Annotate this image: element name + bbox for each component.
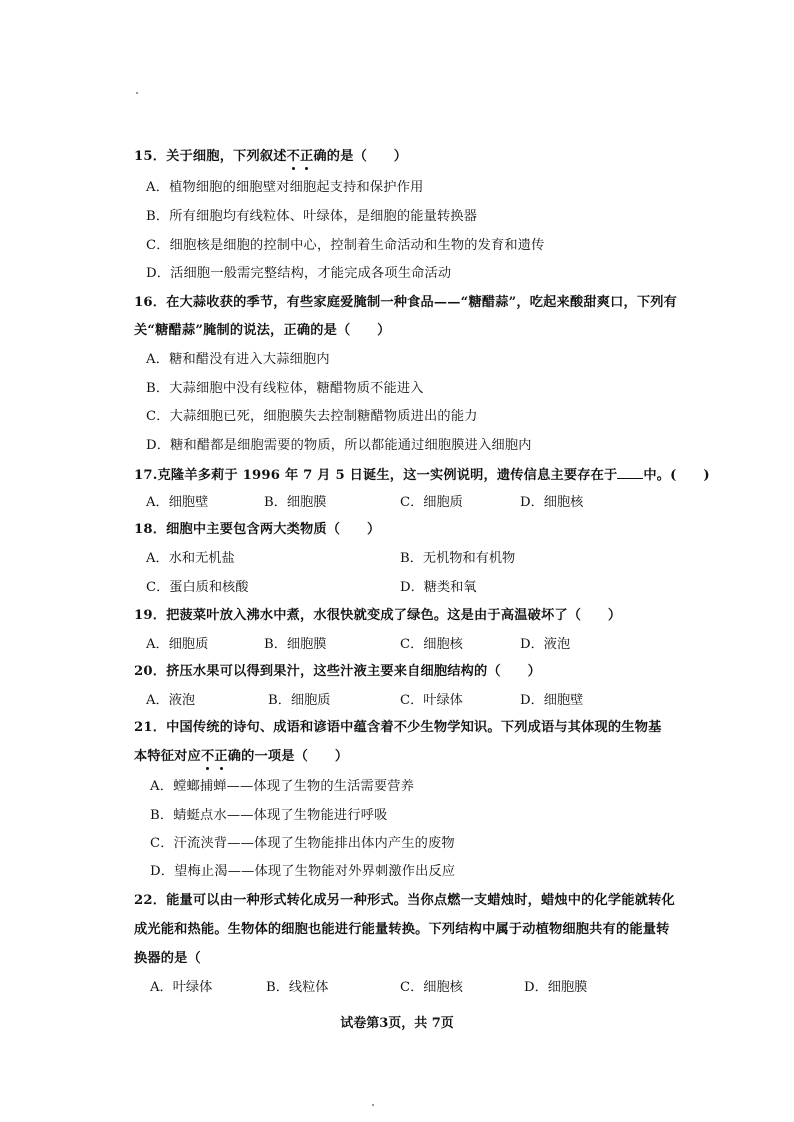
question-16-stem-line-1: 16．在大蒜收获的季节，有些家庭爱腌制一种食品——“糖醋蒜”，吃起来酸甜爽口，下列有 <box>134 295 678 310</box>
question-16-option-a: A．糖和醋没有进入大蒜细胞内 <box>146 352 330 367</box>
question-15-option-b: B．所有细胞均有线粒体、叶绿体，是细胞的能量转换器 <box>146 209 478 224</box>
question-17-option-a: A．细胞壁 <box>146 495 209 510</box>
question-17-option-c: C．细胞质 <box>400 495 463 510</box>
question-20-option-a: A．液泡 <box>146 693 196 708</box>
question-16-option-c: C．大蒜细胞已死，细胞膜失去控制糖醋物质进出的能力 <box>146 409 478 424</box>
question-21-stem-line-2: 本特征对应不正确的一项是（ ） <box>134 749 349 764</box>
question-20-option-d: D．细胞壁 <box>520 693 584 708</box>
question-22-option-b: B．线粒体 <box>266 980 329 995</box>
question-17-stem: 17.克隆羊多莉于 1996 年 7 月 5 日诞生，这一实例说明，遗传信息主要存在于 中。( ) <box>134 468 710 483</box>
question-16-stem-line-2: 关“糖醋蒜”腌制的说法，正确的是（ ） <box>134 323 391 338</box>
question-21-option-b: B．蜻蜓点水——体现了生物能进行呼吸 <box>150 808 388 823</box>
page-footer: 试卷第3页，共 7页 <box>340 1016 454 1031</box>
question-15-stem: 15．关于细胞，下列叙述不正确的是（ ） <box>134 149 408 164</box>
question-18-stem: 18．细胞中主要包含两大类物质（ ） <box>134 522 381 537</box>
question-22-stem-line-2: 成光能和热能。生物体的细胞也能进行能量转换。下列结构中属于动植物细胞共有的能量转 <box>134 922 670 937</box>
question-15-option-a: A．植物细胞的细胞壁对细胞起支持和保护作用 <box>146 180 424 195</box>
question-21-option-c: C．汗流浃背——体现了生物能排出体内产生的废物 <box>150 836 455 851</box>
question-19-option-c: C．细胞核 <box>400 637 463 652</box>
question-21-stem-line-1: 21．中国传统的诗句、成语和谚语中蕴含着不少生物学知识。下列成语与其体现的生物基 <box>134 720 662 735</box>
question-15-option-d: D．活细胞一般需完整结构，才能完成各项生命活动 <box>146 266 452 281</box>
question-21-option-d: D．望梅止渴——体现了生物能对外界刺激作出反应 <box>150 864 456 879</box>
question-22-stem-line-3: 换器的是（ <box>134 951 201 966</box>
question-16-option-b: B．大蒜细胞中没有线粒体，糖醋物质不能进入 <box>146 381 424 396</box>
question-16-option-d: D．糖和醋都是细胞需要的物质，所以都能通过细胞膜进入细胞内 <box>146 438 532 453</box>
question-17-option-d: D．细胞核 <box>520 495 584 510</box>
question-22-option-d: D．细胞膜 <box>524 980 588 995</box>
question-20-option-b: B．细胞质 <box>268 693 331 708</box>
question-20-stem: 20．挤压水果可以得到果汁，这些汁液主要来自细胞结构的（ ） <box>134 664 541 679</box>
question-15-option-c: C．细胞核是细胞的控制中心，控制着生命活动和生物的发育和遗传 <box>146 238 545 253</box>
answer-blank <box>617 466 643 479</box>
question-19-option-a: A．细胞质 <box>146 637 209 652</box>
question-22-option-a: A．叶绿体 <box>150 980 213 995</box>
question-18-option-b: B．无机物和有机物 <box>400 551 516 566</box>
scan-speck <box>136 92 138 94</box>
question-18-option-a: A．水和无机盐 <box>146 551 235 566</box>
question-22-stem-line-1: 22．能量可以由一种形式转化成另一种形式。当你点燃一支蜡烛时，蜡烛中的化学能就转化 <box>134 893 675 908</box>
question-19-option-b: B．细胞膜 <box>264 637 327 652</box>
question-19-option-d: D．液泡 <box>520 637 571 652</box>
question-21-option-a: A．螳螂捕蝉——体现了生物的生活需要营养 <box>150 779 415 794</box>
question-19-stem: 19．把菠菜叶放入沸水中煮，水很快就变成了绿色。这是由于高温破坏了（ ） <box>134 608 622 623</box>
question-18-option-c: C．蛋白质和核酸 <box>146 580 249 595</box>
question-18-option-d: D．糖类和氧 <box>400 580 477 595</box>
question-17-option-b: B．细胞膜 <box>264 495 327 510</box>
question-20-option-c: C．叶绿体 <box>400 693 463 708</box>
scan-speck <box>372 1104 374 1106</box>
question-22-option-c: C．细胞核 <box>400 980 463 995</box>
